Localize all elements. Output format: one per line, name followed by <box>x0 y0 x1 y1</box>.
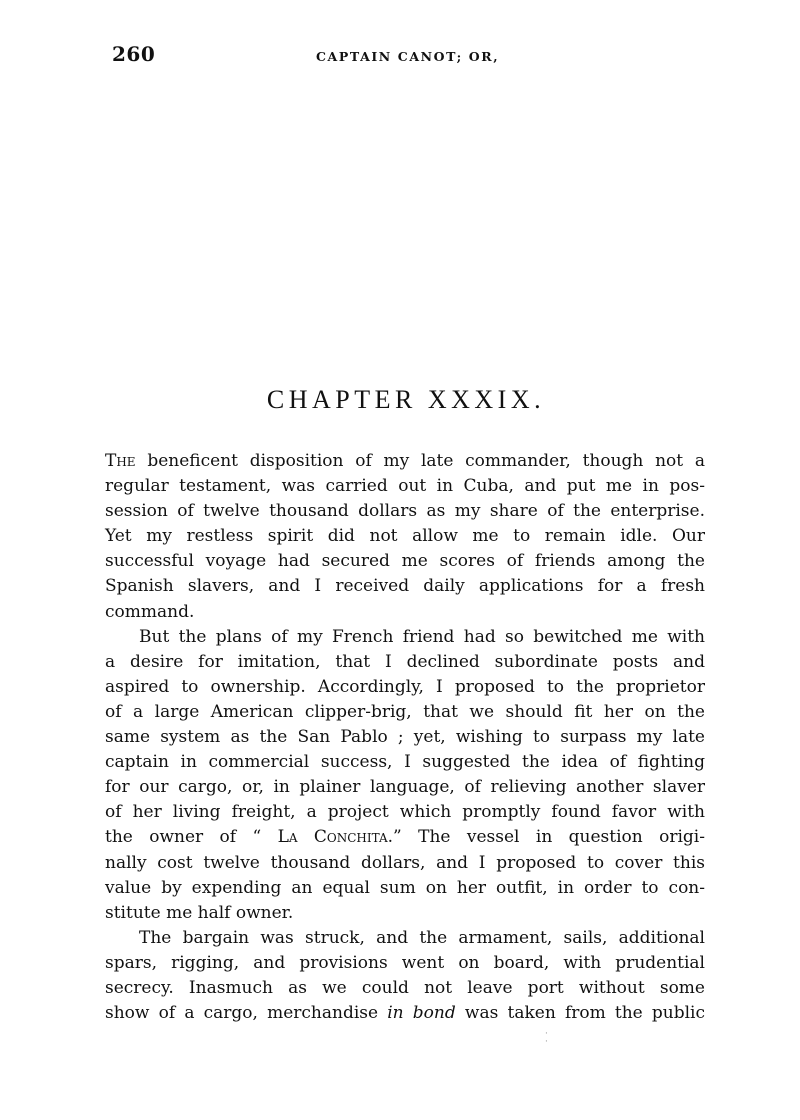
page-number: 260 <box>112 42 156 66</box>
text-line: successful voyage had secured me scores of friends among the <box>105 551 705 572</box>
paragraph-1 <box>105 449 705 625</box>
body-text <box>105 449 705 1026</box>
paragraph-3 <box>105 926 705 1026</box>
italic-phrase: in bond <box>387 1003 456 1024</box>
text-line: nally cost twelve thousand dollars, and I proposed to cover this <box>105 852 705 873</box>
line-text-pre: the owner of “ <box>105 827 278 848</box>
line-text-post: was taken from the public <box>455 1003 705 1024</box>
text-line: captain in commercial success, I suggested the idea of fighting <box>105 752 705 773</box>
text-line: stitute me half owner. <box>105 902 294 923</box>
running-head: CAPTAIN CANOT; OR, <box>316 49 500 64</box>
line-text-post: .” The vessel in question origi- <box>387 827 705 848</box>
text-line: of her living freight, a project which promptly found favor with <box>105 802 705 823</box>
text-line: value by expending an equal sum on her outfit, in order to con- <box>105 877 705 898</box>
text-line: command. <box>105 601 195 622</box>
text-line: same system as the San Pablo ; yet, wishing to surpass my late <box>105 727 705 748</box>
text-line: session of twelve thousand dollars as my share of the enterprise. <box>105 501 705 522</box>
text-line: a desire for imitation, that I declined subordinate posts and <box>105 651 705 672</box>
text-line: for our cargo, or, in plainer language, of relieving another slaver <box>105 777 705 798</box>
text-line: regular testament, was carried out in Cuba, and put me in pos- <box>105 476 705 497</box>
text-line: But the plans of my French friend had so bewitched me with <box>139 626 705 647</box>
line-text-pre: show of a cargo, merchandise <box>105 1003 388 1024</box>
chapter-title: CHAPTER XXXIX. <box>266 385 546 414</box>
text-line: of a large American clipper-brig, that we should fit her on the <box>105 701 705 722</box>
text-line <box>105 449 705 474</box>
text-line: Spanish slavers, and I received daily applications for a fresh <box>105 576 705 597</box>
print-speck: · · <box>545 1029 548 1047</box>
line-text: beneficent disposition of my late commander, though not a <box>135 451 705 471</box>
text-line <box>105 825 705 850</box>
paragraph-2 <box>105 625 705 926</box>
text-line: aspired to ownership. Accordingly, I proposed to the proprietor <box>105 676 705 697</box>
text-line: spars, rigging, and provisions went on board, with prudential <box>105 952 705 973</box>
text-line: The bargain was struck, and the armament, sails, additional <box>139 927 705 948</box>
text-line: secrecy. Inasmuch as we could not leave port without some <box>105 977 705 998</box>
lead-word: The <box>105 451 136 471</box>
text-line: Yet my restless spirit did not allow me to remain idle. Our <box>105 526 705 547</box>
ship-name: La Conchita <box>277 827 388 848</box>
text-line <box>105 1001 705 1026</box>
